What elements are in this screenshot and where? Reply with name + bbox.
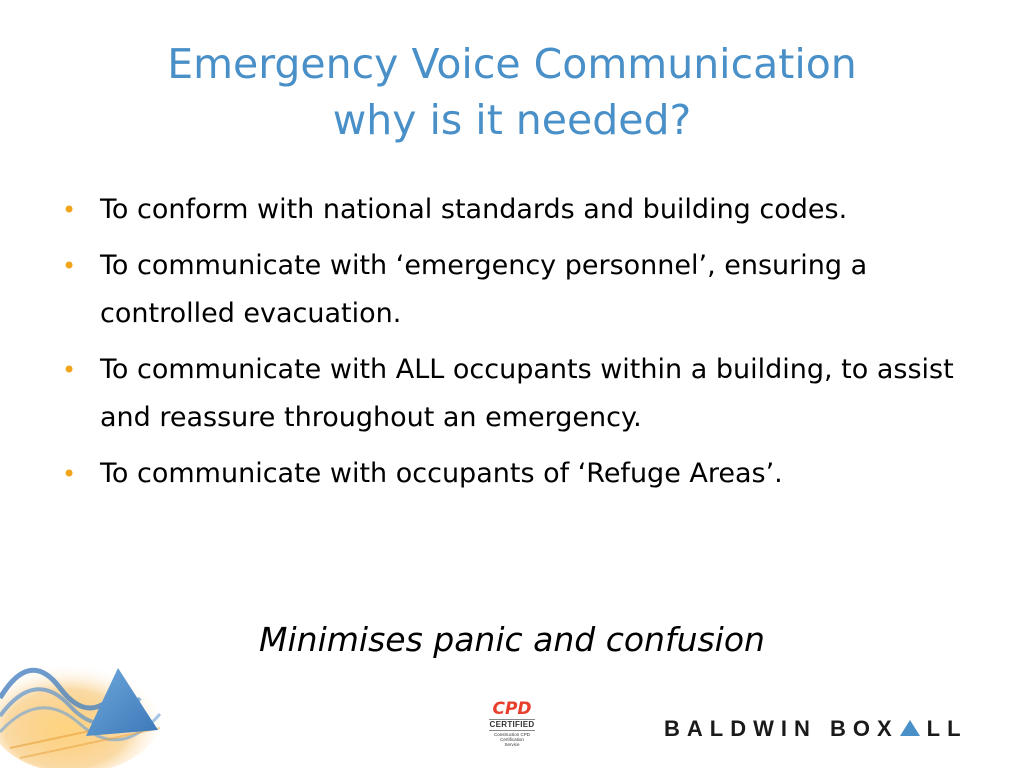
bullet-icon: • [62, 252, 77, 280]
cpd-certified-label: CERTIFIED [489, 720, 535, 729]
cpd-subtext-3: Service [504, 742, 520, 747]
bullet-text: To communicate with ‘emergency personnel’, ensuring a controlled evacuation. [100, 250, 868, 329]
cpd-subtext-2: Certification [500, 737, 524, 742]
cpd-mark: CPD [492, 699, 532, 719]
bullet-item [58, 450, 958, 498]
slide-title [60, 36, 964, 148]
bullet-icon: • [62, 196, 77, 224]
company-logo [664, 716, 968, 742]
bullet-item [58, 186, 958, 234]
title-line-1: Emergency Voice Communication [167, 40, 857, 88]
bullet-item [58, 346, 958, 442]
bullet-list [58, 186, 958, 506]
blue-triangle-icon [899, 719, 921, 737]
cpd-certified-logo [485, 700, 539, 760]
bullet-text: To conform with national standards and building codes. [100, 194, 848, 225]
bullet-icon: • [62, 460, 77, 488]
blue-wave-triangle-graphic [0, 628, 170, 768]
bullet-text: To communicate with ALL occupants within a building, to assist and reassure throughout an emergency. [100, 354, 954, 433]
bullet-text: To communicate with occupants of ‘Refuge Areas’. [100, 458, 783, 489]
bullet-icon: • [62, 356, 77, 384]
tagline: Minimises panic and confusion [259, 620, 765, 659]
company-logo-part-1: BALDWIN BOX [664, 716, 899, 741]
bullet-item [58, 242, 958, 338]
title-line-2: why is it needed? [332, 96, 692, 144]
cpd-subtext-1: Construction CPD [493, 732, 530, 737]
company-logo-part-2: LL [926, 716, 968, 741]
